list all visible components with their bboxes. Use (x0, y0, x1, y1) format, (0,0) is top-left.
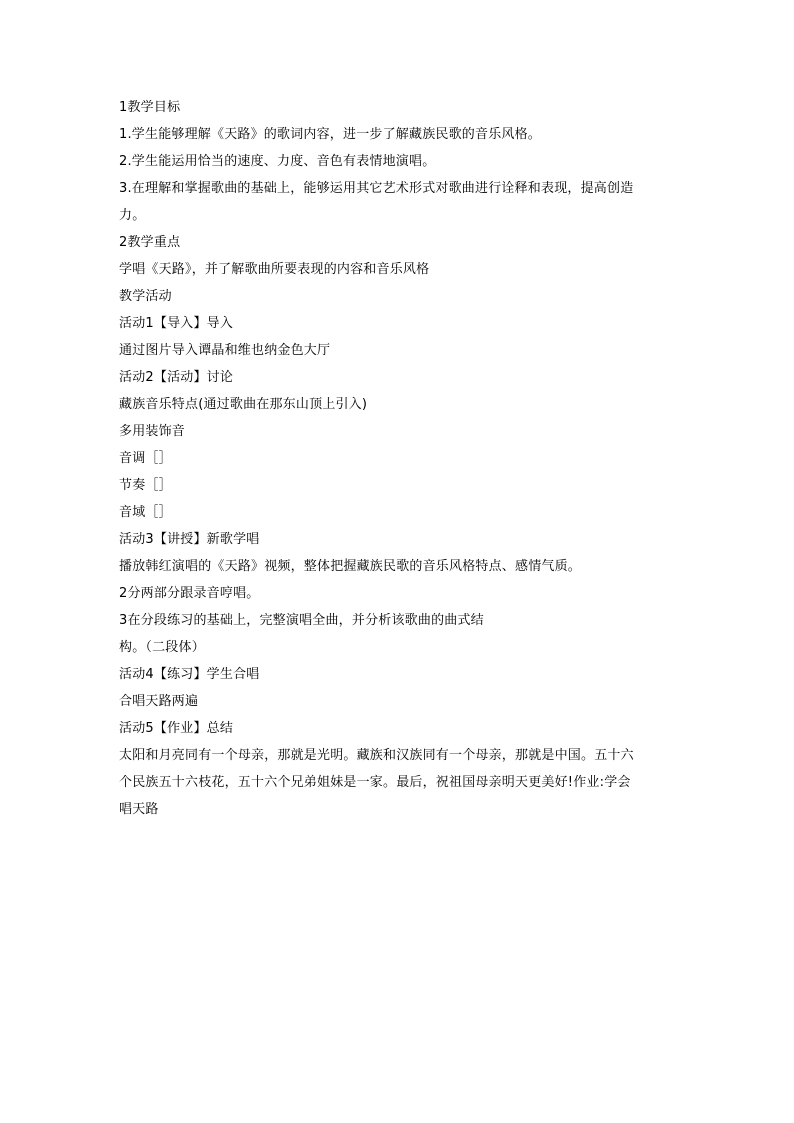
activity-2-point-rhythm: 节奏［］ (119, 478, 172, 493)
activity-1-text: 通过图片导入谭晶和维也纳金色大厅 (119, 343, 331, 358)
objective-item-1: 1.学生能够理解《天路》的歌词内容，进一步了解藏族民歌的音乐风格。 (119, 127, 542, 142)
activity-2-text: 藏族音乐特点(通过歌曲在那东山顶上引入) (119, 397, 368, 412)
activity-5-text-line-1: 太阳和月亮同有一个母亲，那就是光明。藏族和汉族同有一个母亲，那就是中国。五十六 (119, 748, 634, 763)
activity-3-text: 播放韩红演唱的《天路》视频，整体把握藏族民歌的音乐风格特点、感情气质。 (119, 559, 582, 574)
objective-item-3: 3.在理解和掌握歌曲的基础上，能够运用其它艺术形式对歌曲进行诠释和表现，提高创造 (119, 181, 634, 196)
activity-4-heading: 活动4【练习】学生合唱 (119, 667, 260, 682)
activity-3-step-3: 3在分段练习的基础上，完整演唱全曲，并分析该歌曲的曲式结 (119, 613, 484, 628)
activity-5-heading: 活动5【作业】总结 (119, 721, 234, 736)
activity-2-point-ornament: 多用装饰音 (119, 424, 186, 439)
activity-5-text-line-2: 个民族五十六枝花，五十六个兄弟姐妹是一家。最后，祝祖国母亲明天更美好!作业:学会 (119, 775, 631, 790)
objective-item-2: 2.学生能运用恰当的速度、力度、音色有表情地演唱。 (119, 154, 436, 169)
key-point-text: 学唱《天路》，并了解歌曲所要表现的内容和音乐风格 (119, 262, 430, 277)
objective-item-3-continued: 力。 (119, 208, 146, 223)
activity-3-step-3-continued: 构。（二段体） (119, 640, 205, 655)
activity-2-heading: 活动2【活动】讨论 (119, 370, 234, 385)
section-heading-key-points: 2教学重点 (119, 235, 181, 250)
section-heading-activities: 教学活动 (119, 289, 172, 304)
document-body (119, 94, 679, 823)
activity-1-heading: 活动1【导入】导入 (119, 316, 234, 331)
activity-2-point-tone: 音调［］ (119, 451, 172, 466)
activity-4-text: 合唱天路两遍 (119, 694, 199, 709)
activity-2-point-range: 音域［］ (119, 505, 172, 520)
activity-5-text-line-3: 唱天路 (119, 802, 159, 817)
activity-3-step-2: 2分两部分跟录音哼唱。 (119, 586, 260, 601)
section-heading-objectives: 1教学目标 (119, 100, 181, 115)
activity-3-heading: 活动3【讲授】新歌学唱 (119, 532, 260, 547)
